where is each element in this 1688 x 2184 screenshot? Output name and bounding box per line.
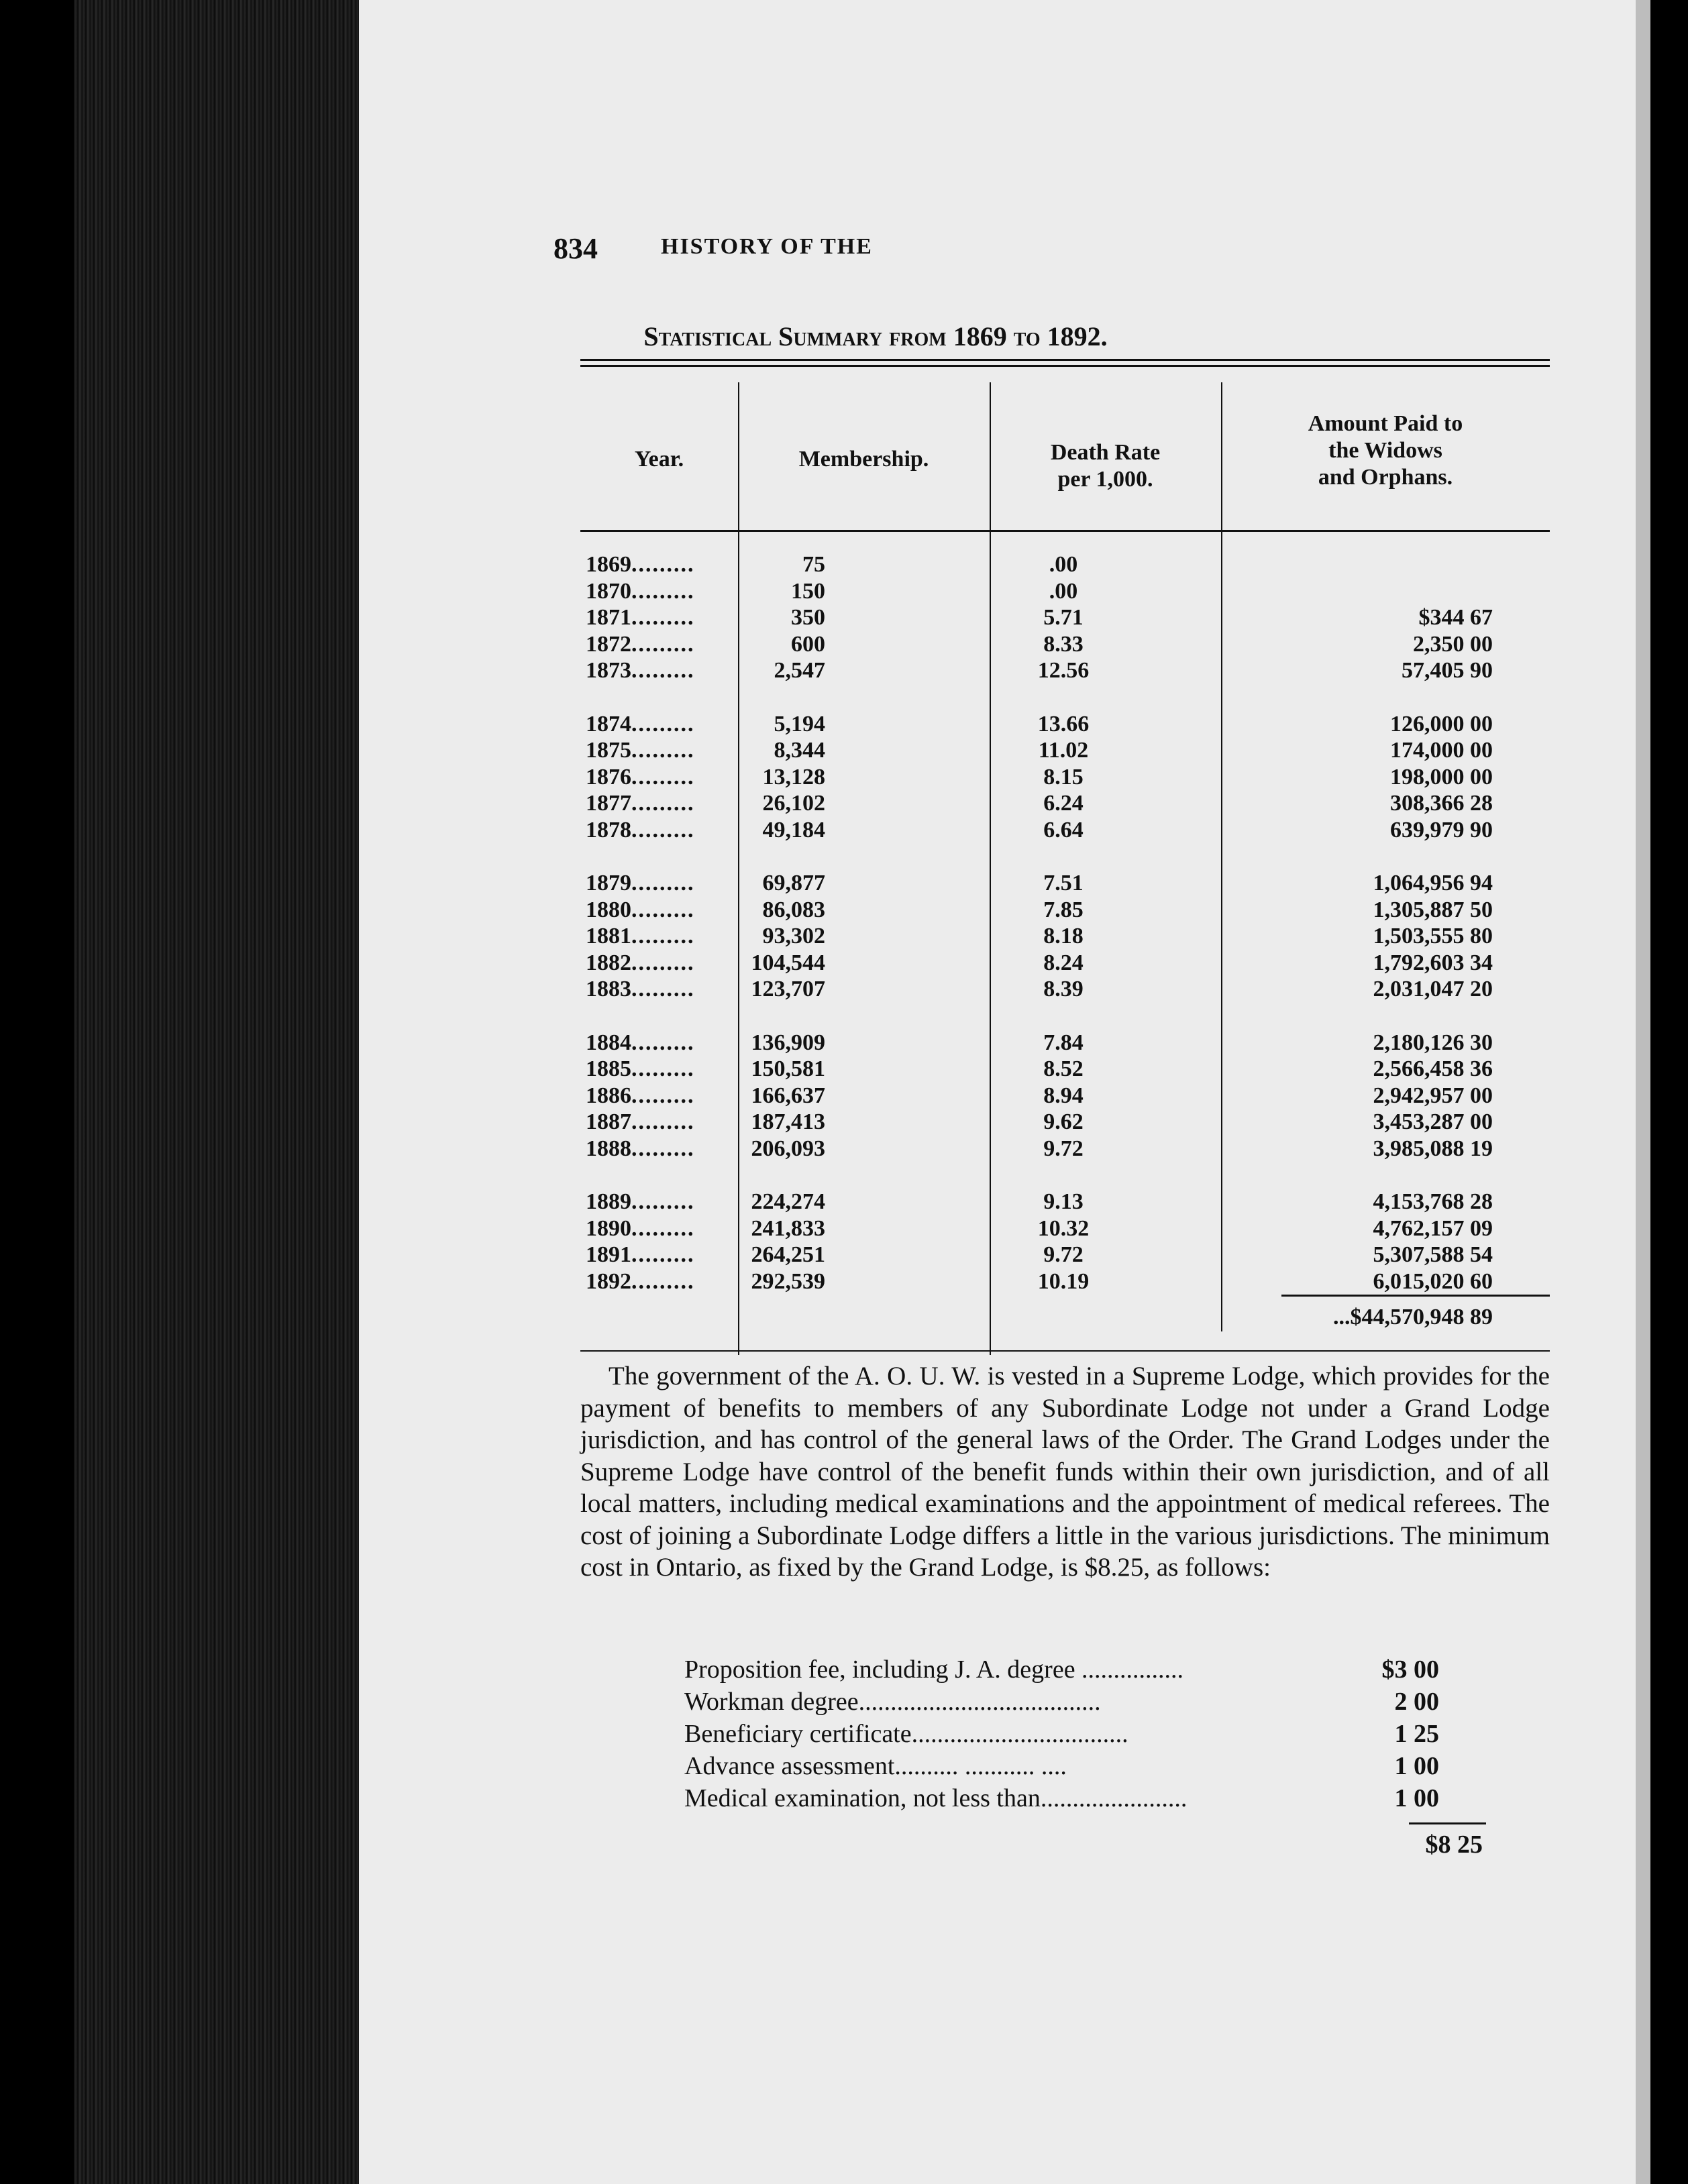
cell-year: 1886......... — [586, 1083, 695, 1108]
table-row — [580, 551, 1550, 578]
cell-membership: 13,128 — [762, 764, 825, 789]
table-row — [580, 1242, 1550, 1268]
cell-membership: 2,547 — [774, 658, 825, 683]
leader-dots: ......... — [631, 605, 695, 630]
fee-total-rule — [1409, 1822, 1486, 1824]
fee-value: 2 00 — [1394, 1688, 1439, 1716]
cell-membership: 292,539 — [751, 1268, 825, 1294]
total-amount: ...$44,570,948 89 — [1333, 1305, 1493, 1329]
cell-year: 1870......... — [586, 578, 695, 604]
cell-membership: 104,544 — [751, 950, 825, 975]
leader-dots: ......... — [631, 897, 695, 922]
cell-year: 1869......... — [586, 552, 695, 577]
cell-death-rate: 9.72 — [1043, 1136, 1084, 1161]
cell-amount: 1,064,956 94 — [1373, 871, 1493, 895]
cell-death-rate: 7.51 — [1043, 871, 1084, 895]
cell-membership: 264,251 — [751, 1242, 825, 1267]
table-row — [580, 737, 1550, 764]
cell-death-rate: 11.02 — [1038, 738, 1089, 763]
cell-membership: 206,093 — [751, 1136, 825, 1161]
cell-death-rate: 13.66 — [1037, 711, 1090, 736]
cell-year: 1875......... — [586, 738, 695, 763]
header-death-rate — [990, 439, 1221, 493]
cell-death-rate: 9.62 — [1043, 1109, 1084, 1134]
header-amount-line3: and Orphans. — [1318, 465, 1453, 490]
cell-membership: 69,877 — [762, 871, 825, 895]
leader-dots: ......... — [631, 631, 695, 657]
leader-dots: ......... — [631, 1189, 695, 1214]
cell-amount: 3,453,287 00 — [1373, 1109, 1493, 1134]
cell-year: 1873......... — [586, 658, 695, 683]
fee-label: Workman degree...................................... — [684, 1688, 1101, 1716]
cell-amount: 2,180,126 30 — [1373, 1030, 1493, 1055]
leader-dots: ......... — [631, 950, 695, 975]
cell-membership: 8,344 — [774, 738, 825, 763]
table-row — [580, 1268, 1550, 1295]
page-number: 834 — [553, 232, 598, 265]
leader-dots: ......... — [631, 817, 695, 842]
cell-membership: 166,637 — [751, 1083, 825, 1108]
table-body — [580, 551, 1550, 1295]
cell-year: 1880......... — [586, 897, 695, 922]
leader-dots: ......... — [631, 791, 695, 816]
cell-death-rate: 10.19 — [1037, 1268, 1090, 1294]
cell-amount: 2,031,047 20 — [1373, 977, 1493, 1001]
cell-membership: 5,194 — [774, 711, 825, 736]
cell-membership: 241,833 — [751, 1215, 825, 1241]
cell-membership: 75 — [802, 552, 825, 577]
leader-dots: ......... — [631, 552, 695, 577]
cell-membership: 350 — [791, 605, 825, 630]
cell-death-rate: 8.39 — [1043, 977, 1084, 1001]
table-row — [580, 1215, 1550, 1242]
cell-death-rate: 8.15 — [1043, 764, 1084, 789]
cell-death-rate: .00 — [1049, 552, 1078, 577]
leader-dots: ......... — [631, 1268, 695, 1294]
leader-dots: ......... — [631, 871, 695, 895]
cell-membership: 187,413 — [751, 1109, 825, 1134]
fee-value: $3 00 — [1381, 1655, 1439, 1684]
cell-death-rate: .00 — [1049, 578, 1078, 604]
leader-dots: ......... — [631, 711, 695, 736]
cell-year: 1887......... — [586, 1109, 695, 1134]
cell-death-rate: 12.56 — [1037, 658, 1090, 683]
fee-item — [684, 1686, 1439, 1718]
cell-amount: 4,762,157 09 — [1373, 1215, 1493, 1241]
cell-membership: 93,302 — [762, 924, 825, 948]
running-head: HISTORY OF THE — [661, 234, 873, 259]
fee-value: 1 00 — [1394, 1784, 1439, 1812]
cell-amount: 1,503,555 80 — [1373, 924, 1493, 948]
cell-year: 1871......... — [586, 605, 695, 630]
table-row — [580, 631, 1550, 658]
fee-label: Beneficiary certificate.................................. — [684, 1720, 1128, 1748]
cell-year: 1890......... — [586, 1215, 695, 1241]
total-rule — [1281, 1295, 1550, 1297]
cell-year: 1874......... — [586, 711, 695, 736]
table-row — [580, 976, 1550, 1003]
cell-year: 1877......... — [586, 791, 695, 816]
cell-year: 1881......... — [586, 924, 695, 948]
fee-item — [684, 1718, 1439, 1750]
fee-value: 1 00 — [1394, 1752, 1439, 1780]
cell-death-rate: 7.85 — [1043, 897, 1084, 922]
cell-membership: 224,274 — [751, 1189, 825, 1214]
cell-amount: 2,942,957 00 — [1373, 1083, 1493, 1108]
cell-amount: 308,366 28 — [1390, 791, 1493, 816]
cell-year: 1882......... — [586, 950, 695, 975]
cell-year: 1878......... — [586, 817, 695, 842]
cell-amount: 4,153,768 28 — [1373, 1189, 1493, 1214]
cell-death-rate: 6.64 — [1043, 817, 1084, 842]
table-row — [580, 1056, 1550, 1083]
leader-dots: ......... — [631, 924, 695, 948]
cell-amount: 57,405 90 — [1402, 658, 1493, 683]
header-amount-line2: the Widows — [1328, 438, 1442, 463]
document-page — [359, 0, 1650, 2184]
cell-year: 1892......... — [586, 1268, 695, 1294]
header-underline — [580, 530, 1550, 532]
cell-year: 1888......... — [586, 1136, 695, 1161]
cell-death-rate: 7.84 — [1043, 1030, 1084, 1055]
leader-dots: ......... — [631, 764, 695, 789]
leader-dots: ......... — [631, 1056, 695, 1081]
fee-label: Proposition fee, including J. A. degree ................ — [684, 1655, 1184, 1684]
table-row — [580, 790, 1550, 817]
table-bottom-rule — [580, 1350, 1550, 1352]
cell-amount: 5,307,588 54 — [1373, 1242, 1493, 1267]
header-membership: Membership. — [798, 447, 929, 472]
leader-dots: ......... — [631, 578, 695, 604]
leader-dots: ......... — [631, 1242, 695, 1267]
cell-year: 1879......... — [586, 871, 695, 895]
cell-year: 1889......... — [586, 1189, 695, 1214]
cell-amount: $344 67 — [1418, 605, 1493, 630]
table-top-rule — [580, 359, 1550, 367]
cell-membership: 86,083 — [762, 897, 825, 922]
cell-death-rate: 8.94 — [1043, 1083, 1084, 1108]
table-row — [580, 578, 1550, 605]
cell-membership: 150 — [791, 578, 825, 604]
cell-death-rate: 10.32 — [1037, 1215, 1090, 1241]
cell-amount: 639,979 90 — [1390, 817, 1493, 842]
cell-death-rate: 8.18 — [1043, 924, 1084, 948]
cell-amount: 6,015,020 60 — [1373, 1268, 1493, 1294]
cell-death-rate: 9.72 — [1043, 1242, 1084, 1267]
cell-amount: 198,000 00 — [1390, 764, 1493, 789]
cell-amount: 2,566,458 36 — [1373, 1056, 1493, 1081]
table-row — [580, 1109, 1550, 1136]
cell-year: 1883......... — [586, 977, 695, 1001]
fee-label: Advance assessment.......... ........... .... — [684, 1752, 1067, 1780]
body-paragraph: The government of the A. O. U. W. is vested in a Supreme Lodge, which provides for the payment of benefits to members of any Subordinate Lodge not under a Grand Lodge jurisdiction, and has control of the general laws of the Order. The Grand Lodges under the Supreme Lodge have control of the benefit funds within their own jurisdiction, and of all local matters, including medical examinations and the appointment of medical referees. The cost of joining a Subordinate Lodge differs a little in the various jurisdictions. The minimum cost in Ontario, as fixed by the Grand Lodge, is $8.25, as follows: — [580, 1362, 1550, 1582]
table-row — [580, 711, 1550, 738]
cell-year: 1884......... — [586, 1030, 695, 1055]
cell-amount: 1,792,603 34 — [1373, 950, 1493, 975]
cell-membership: 600 — [791, 631, 825, 657]
table-row — [580, 764, 1550, 791]
header-year: Year. — [634, 447, 684, 472]
leader-dots: ......... — [631, 1030, 695, 1055]
leader-dots: ......... — [631, 1109, 695, 1134]
fee-item — [684, 1782, 1439, 1814]
cell-death-rate: 6.24 — [1043, 791, 1084, 816]
cell-death-rate: 5.71 — [1043, 605, 1084, 630]
fee-item — [684, 1750, 1439, 1782]
cell-amount: 174,000 00 — [1390, 738, 1493, 763]
header-amount — [1221, 411, 1550, 491]
header-death-rate-line1: Death Rate — [1050, 440, 1161, 465]
cell-death-rate: 8.33 — [1043, 631, 1084, 657]
table-row — [580, 870, 1550, 897]
cell-membership: 136,909 — [751, 1030, 825, 1055]
table-row — [580, 897, 1550, 924]
leader-dots: ......... — [631, 1215, 695, 1241]
leader-dots: ......... — [631, 977, 695, 1001]
cell-year: 1872......... — [586, 631, 695, 657]
fee-list — [684, 1653, 1439, 1814]
leader-dots: ......... — [631, 658, 695, 683]
table-title: Statistical Summary from 1869 to 1892. — [643, 321, 1108, 351]
table-row — [580, 657, 1550, 684]
cell-membership: 49,184 — [762, 817, 825, 842]
cell-death-rate: 8.24 — [1043, 950, 1084, 975]
table-row — [580, 1083, 1550, 1109]
cell-amount: 2,350 00 — [1413, 631, 1493, 657]
cell-death-rate: 8.52 — [1043, 1056, 1084, 1081]
table-row — [580, 1189, 1550, 1215]
cell-year: 1885......... — [586, 1056, 695, 1081]
cell-membership: 123,707 — [751, 977, 825, 1001]
table-row — [580, 604, 1550, 631]
cell-membership: 26,102 — [762, 791, 825, 816]
header-amount-line1: Amount Paid to — [1308, 411, 1463, 436]
cell-year: 1891......... — [586, 1242, 695, 1267]
table-row — [580, 950, 1550, 977]
fee-label: Medical examination, not less than....................... — [684, 1784, 1188, 1812]
table-row — [580, 923, 1550, 950]
header-death-rate-line2: per 1,000. — [1057, 467, 1153, 492]
table-row — [580, 1136, 1550, 1162]
table-row — [580, 817, 1550, 844]
book-page-edges — [74, 0, 362, 2184]
leader-dots: ......... — [631, 738, 695, 763]
fee-value: 1 25 — [1394, 1720, 1439, 1748]
cell-amount: 3,985,088 19 — [1373, 1136, 1493, 1161]
cell-year: 1876......... — [586, 764, 695, 789]
fee-item — [684, 1653, 1439, 1686]
cell-death-rate: 9.13 — [1043, 1189, 1084, 1214]
leader-dots: ......... — [631, 1083, 695, 1108]
leader-dots: ......... — [631, 1136, 695, 1161]
table-row — [580, 1030, 1550, 1056]
cell-amount: 1,305,887 50 — [1373, 897, 1493, 922]
cell-membership: 150,581 — [751, 1056, 825, 1081]
fee-total: $8 25 — [1425, 1831, 1483, 1859]
cell-amount: 126,000 00 — [1390, 711, 1493, 736]
